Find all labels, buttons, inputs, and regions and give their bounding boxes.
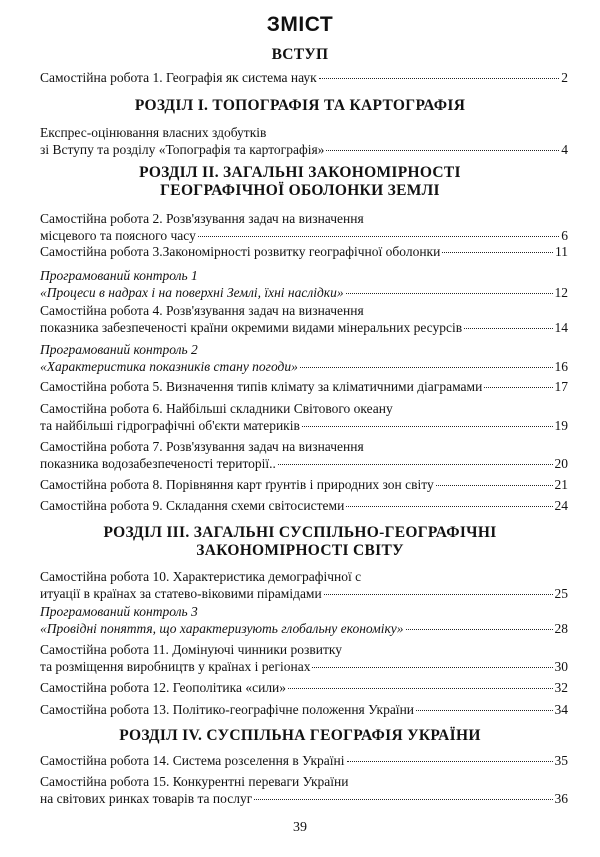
toc-entry: Самостійна робота 5. Визначення типів клімату за кліматичними діаграмами 17 bbox=[40, 379, 568, 394]
section-3-heading: РОЗДІЛ ІІІ. ЗАГАЛЬНІ СУСПІЛЬНО-ГЕОГРАФІЧНІ ЗАКОНОМІРНОСТІ СВІТУ bbox=[103, 524, 497, 559]
toc-entry: Самостійна робота 8. Порівняння карт ґрунтів і природних зон світу 21 bbox=[40, 477, 568, 492]
toc-entry: Самостійна робота 4. Розв'язування задач на визначення показника забезпеченості країни окремими видами мінеральних ресурсів 14 bbox=[40, 303, 568, 335]
section-2-heading: РОЗДІЛ ІІ. ЗАГАЛЬНІ ЗАКОНОМІРНОСТІ ГЕОГРАФІЧНОЇ ОБОЛОНКИ ЗЕМЛІ bbox=[139, 164, 461, 199]
toc-entry: Програмований контроль 1 «Процеси в надрах і на поверхні Землі, їхні наслідки» 12 bbox=[40, 268, 568, 300]
toc-entry: Програмований контроль 3 «Провідні поняття, що характеризують глобальну економіку» 28 bbox=[40, 604, 568, 636]
toc-entry: Самостійна робота 3.Закономірності розвитку географічної оболонки 11 bbox=[40, 244, 568, 259]
toc-entry: Самостійна робота 1. Географія як система наук 2 bbox=[40, 70, 568, 85]
toc-entry: Експрес-оцінювання власних здобутків зі Вступу та розділу «Топографія та картографія» 4 bbox=[40, 125, 568, 157]
section-4-heading: РОЗДІЛ IV. СУСПІЛЬНА ГЕОГРАФІЯ УКРАЇНИ bbox=[119, 727, 481, 744]
toc-entry: Самостійна робота 12. Геополітика «сили» 32 bbox=[40, 680, 568, 695]
toc-entry: Самостійна робота 14. Система розселення в Україні 35 bbox=[40, 753, 568, 768]
section-1-heading: РОЗДІЛ І. ТОПОГРАФІЯ ТА КАРТОГРАФІЯ bbox=[134, 97, 466, 114]
toc-entry: Самостійна робота 2. Розв'язування задач на визначення місцевого та поясного часу 6 bbox=[40, 211, 568, 243]
toc-entry: Самостійна робота 10. Характеристика демографічної с итуації в країнах за статево-віковими пірамідами 25 bbox=[40, 569, 568, 601]
toc-entry: Самостійна робота 9. Складання схеми світосистеми 24 bbox=[40, 498, 568, 513]
page-title: ЗМІСТ bbox=[266, 13, 334, 36]
toc-entry: Програмований контроль 2 «Характеристика показників стану погоди» 16 bbox=[40, 342, 568, 374]
toc-entry: Самостійна робота 15. Конкурентні переваги України на світових ринках товарів та послуг 36 bbox=[40, 774, 568, 806]
intro-heading: ВСТУП bbox=[271, 46, 329, 63]
toc-entry: Самостійна робота 6. Найбільші складники Світового океану та найбільші гідрографічні об'єкти материків 19 bbox=[40, 401, 568, 433]
toc-entry: Самостійна робота 7. Розв'язування задач на визначення показника водозабезпеченості території.. 20 bbox=[40, 439, 568, 471]
page-number: 39 bbox=[293, 820, 307, 835]
toc-entry: Самостійна робота 13. Політико-географічне положення України 34 bbox=[40, 702, 568, 717]
toc-entry: Самостійна робота 11. Домінуючі чинники розвитку та розміщення виробництв у країнах і регіонах 30 bbox=[40, 642, 568, 674]
